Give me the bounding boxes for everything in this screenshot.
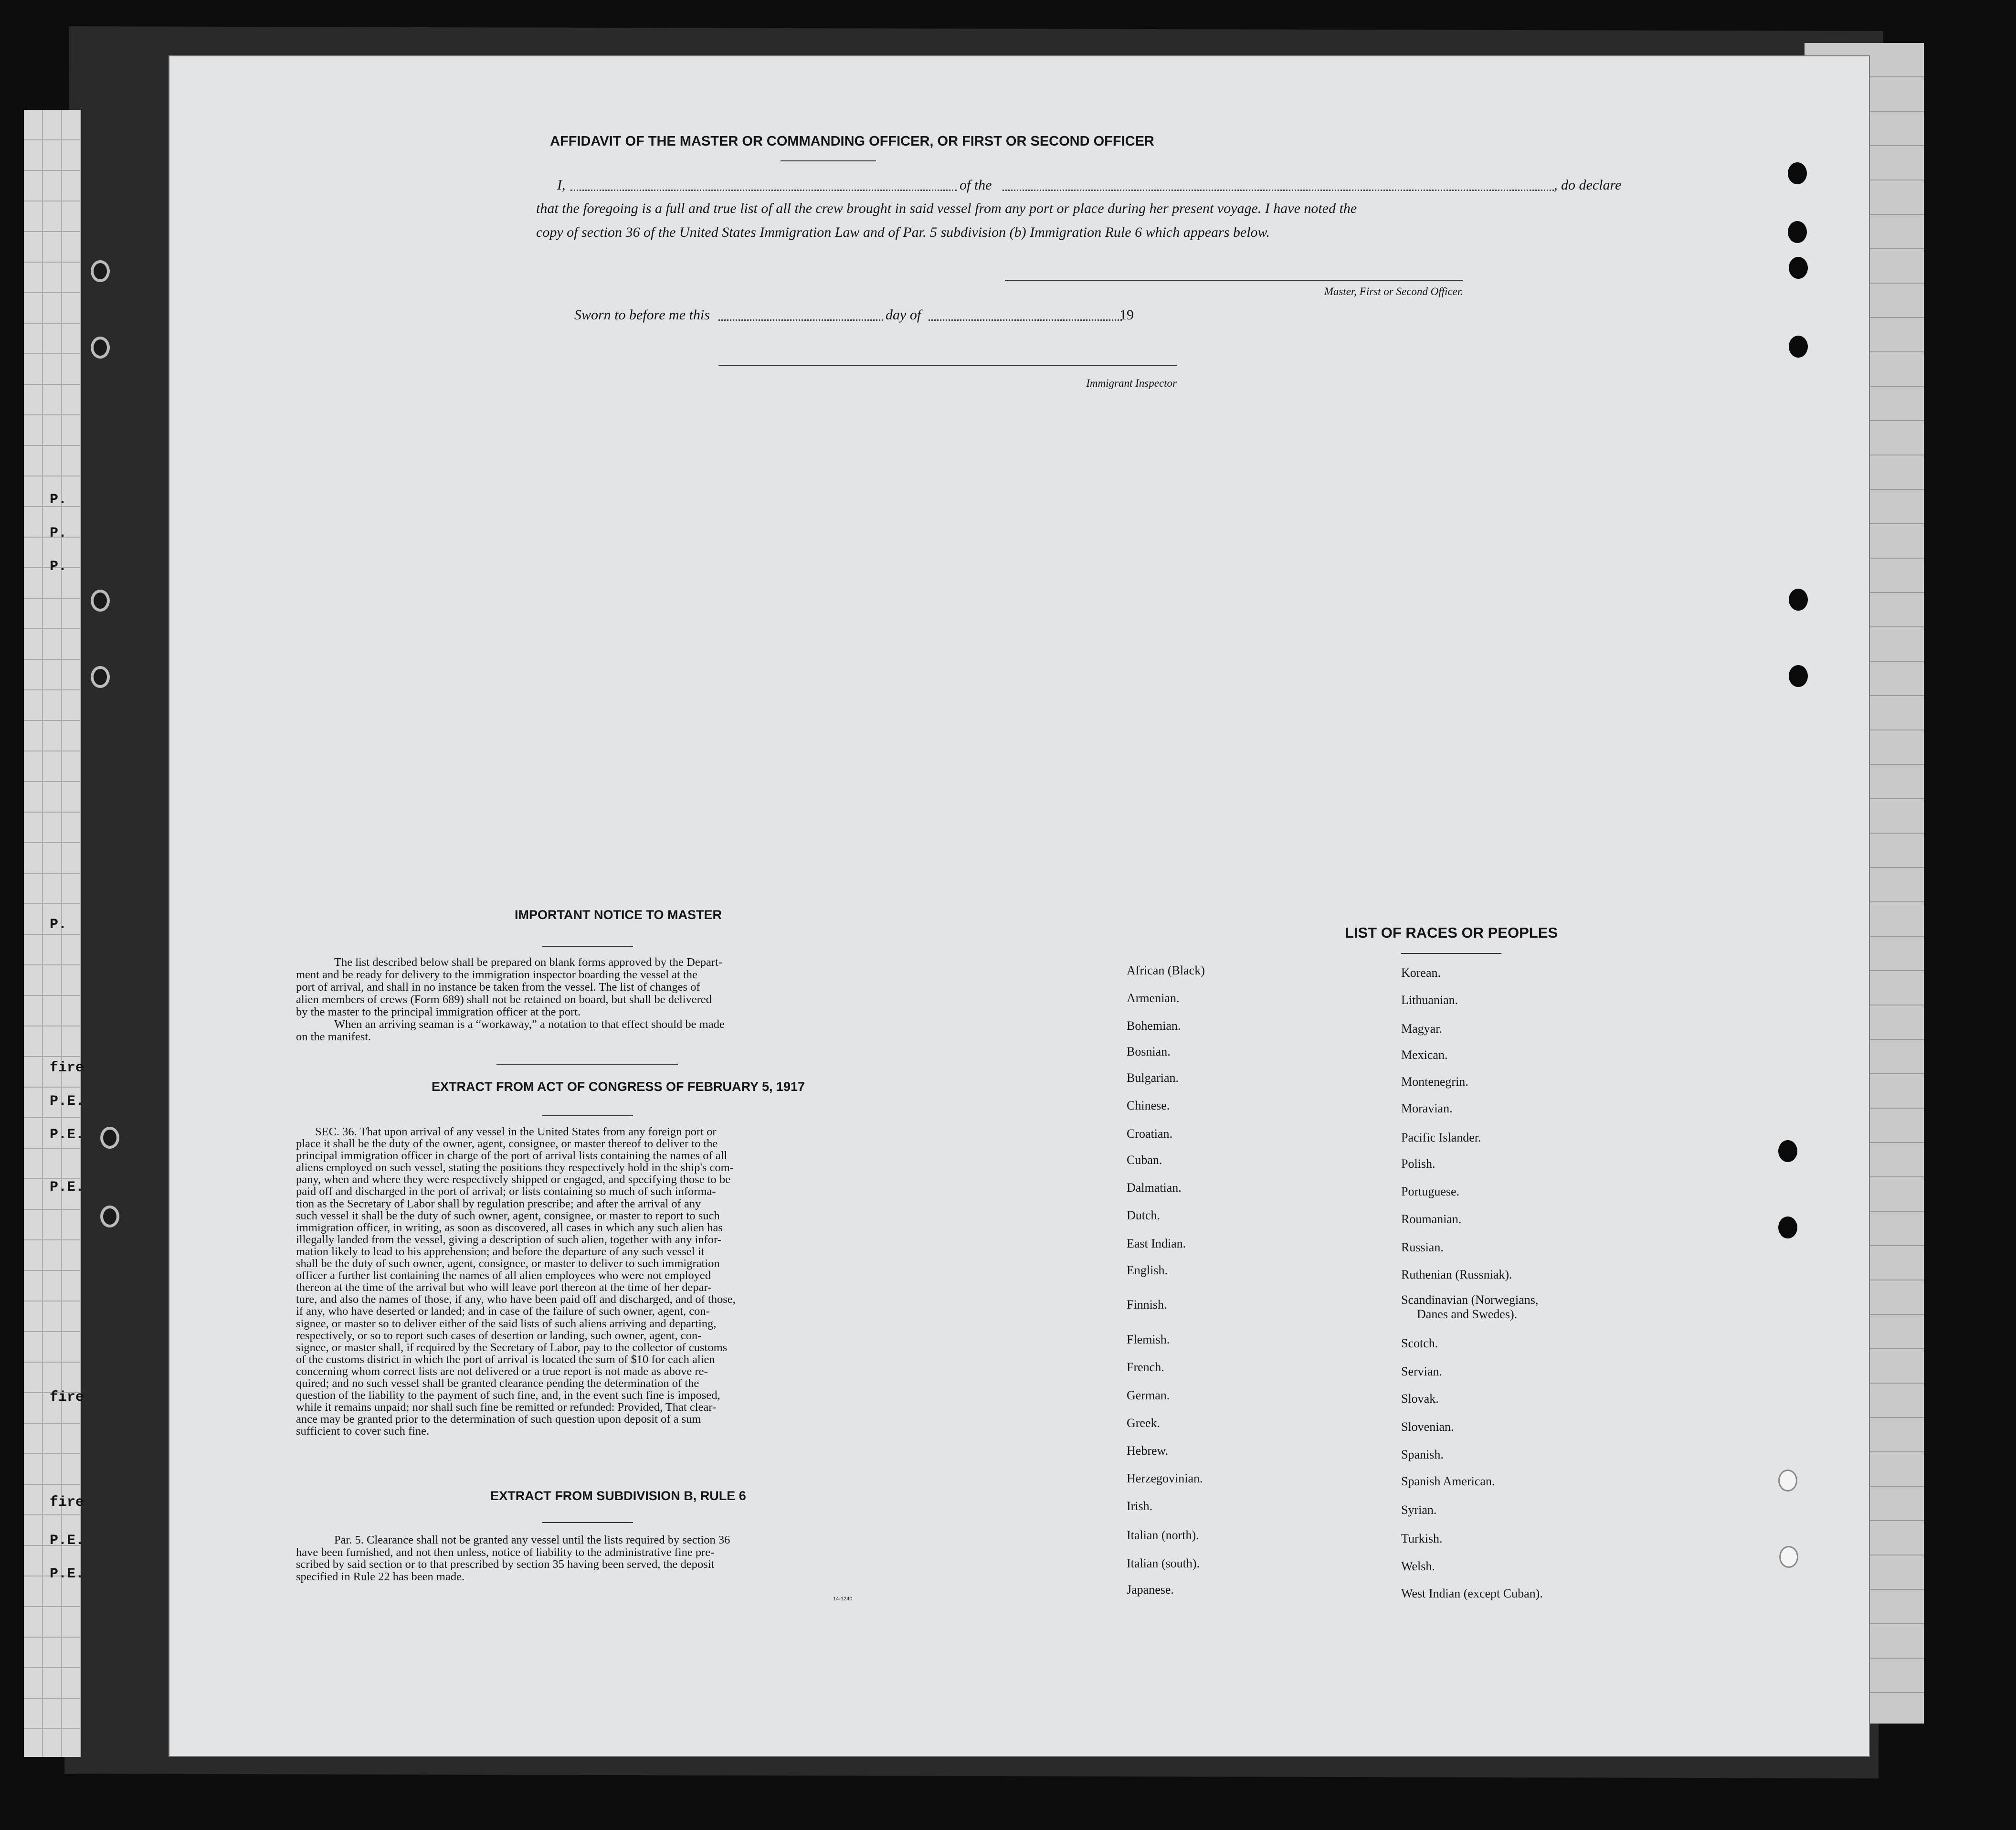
strip-label: fire xyxy=(50,1494,84,1511)
sworn-day-blank[interactable] xyxy=(718,319,883,321)
notice-body xyxy=(296,956,1036,1043)
punch-hole xyxy=(1789,665,1808,687)
rule-line: specified in Rule 22 has been made. xyxy=(296,1570,465,1583)
race-right-item: Spanish. xyxy=(1401,1448,1444,1461)
race-left-item: Irish. xyxy=(1127,1499,1153,1513)
notice-line: port of arrival, and shall in no instance be taken from the vessel. The list of changes of xyxy=(296,981,700,994)
extract-rule-body xyxy=(296,1534,1036,1583)
affidavit-declare-label: , do declare xyxy=(1554,177,1622,193)
race-left-item: Dalmatian. xyxy=(1127,1181,1182,1195)
act-line: illegally landed from the vessel, giving a description of such alien, together with any infor- xyxy=(296,1233,721,1246)
punch-hole xyxy=(1778,1140,1797,1162)
act-line: pany, when and where they were respectively shipped or engaged, and specifying those to be xyxy=(296,1173,731,1186)
act-line: ture, and also the names of those, if any, who have been paid off and discharged, and of those, xyxy=(296,1293,736,1306)
act-line: while it remains unpaid; nor shall such fine be remitted or refunded: Provided, That clear- xyxy=(296,1401,717,1414)
punch-hole xyxy=(1789,257,1808,279)
race-left-item: Dutch. xyxy=(1127,1208,1161,1222)
extract-rule-title: EXTRACT FROM SUBDIVISION B, RULE 6 xyxy=(490,1489,746,1503)
title-rule xyxy=(781,160,876,161)
notice-line: When an arriving seaman is a “workaway,” a notation to that effect should be made xyxy=(334,1018,725,1031)
race-left-item: French. xyxy=(1127,1360,1164,1374)
race-right-item: Slovak. xyxy=(1401,1392,1439,1406)
race-right-item: Danes and Swedes). xyxy=(1417,1307,1518,1321)
affidavit-line2: that the foregoing is a full and true list of all the crew brought in said vessel from any port or place during her present voyage. I have noted the xyxy=(536,201,1357,216)
race-left-item: Armenian. xyxy=(1127,991,1180,1005)
punch-hole xyxy=(1788,162,1807,184)
race-right-item: Magyar. xyxy=(1401,1022,1442,1036)
race-left-item: Croatian. xyxy=(1127,1127,1173,1141)
form-code: 14-1240 xyxy=(833,1596,853,1602)
affidavit-i-label: I, xyxy=(557,177,566,193)
day-of-label: day of xyxy=(886,307,921,323)
punch-hole xyxy=(100,1206,119,1227)
master-signature-caption: Master, First or Second Officer. xyxy=(1324,286,1463,297)
act-line: mation likely to lead to his apprehension; and before the departure of any such vessel it xyxy=(296,1245,705,1258)
race-right-item: Russian. xyxy=(1401,1240,1444,1254)
race-right-item: West Indian (except Cuban). xyxy=(1401,1587,1543,1600)
race-right-item: Spanish American. xyxy=(1401,1474,1495,1488)
race-right-item: Turkish. xyxy=(1401,1532,1443,1545)
act-line: sufficient to cover such fine. xyxy=(296,1425,430,1438)
punch-hole xyxy=(91,666,110,688)
race-right-item: Moravian. xyxy=(1401,1101,1453,1115)
punch-hole xyxy=(91,590,110,612)
race-left-item: Japanese. xyxy=(1127,1583,1174,1597)
punch-hole xyxy=(1778,1470,1797,1492)
punch-hole xyxy=(1778,1216,1797,1238)
race-left-item: Herzegovinian. xyxy=(1127,1471,1203,1485)
punch-hole xyxy=(1789,336,1808,358)
extract-rule-rule xyxy=(542,1522,633,1523)
act-line: concerning whom correct lists are not delivered or a true report is not made as above re- xyxy=(296,1365,708,1378)
race-left-item: Cuban. xyxy=(1127,1153,1162,1167)
race-right-item: Scotch. xyxy=(1401,1336,1438,1350)
race-left-item: Italian (north). xyxy=(1127,1528,1199,1542)
race-left-item: Greek. xyxy=(1127,1416,1161,1430)
race-left-item: Hebrew. xyxy=(1127,1444,1169,1458)
strip-label: P.E. xyxy=(50,1093,84,1110)
punch-hole xyxy=(91,260,110,282)
punch-hole xyxy=(100,1127,119,1149)
affidavit-title: AFFIDAVIT OF THE MASTER OR COMMANDING OFFICER, OR FIRST OR SECOND OFFICER xyxy=(550,134,1154,149)
race-left-item: English. xyxy=(1127,1263,1168,1277)
race-right-item: Polish. xyxy=(1401,1157,1435,1171)
strip-label: fire xyxy=(50,1389,84,1406)
act-line: respectively, or so to report such cases of desertion or landing, such owner, agent, con- xyxy=(296,1329,702,1342)
strip-label: P. xyxy=(50,492,67,508)
act-line: aliens employed on such vessel, stating the positions they respectively hold in the ship's com- xyxy=(296,1161,734,1174)
act-line: such vessel it shall be the duty of such owner, agent, consignee, or master to report to such xyxy=(296,1209,720,1222)
act-line: signee, or master so to deliver either of the said lists of such aliens arriving and departing, xyxy=(296,1317,717,1330)
act-line: officer a further list containing the names of all alien employees who were not employed xyxy=(296,1269,711,1282)
race-left-item: Bohemian. xyxy=(1127,1019,1181,1033)
act-line: thereon at the time of the arrival but who will leave port thereon at the time of her depar- xyxy=(296,1281,712,1294)
affidavit-of-the-label: of the xyxy=(960,177,992,193)
extract-act-body xyxy=(296,1126,1036,1437)
race-right-item: Ruthenian (Russniak). xyxy=(1401,1268,1512,1281)
act-line: ance may be granted prior to the determination of such question upon deposit of a sum xyxy=(296,1413,701,1426)
sworn-month-blank[interactable] xyxy=(929,319,1122,321)
race-left-item: German. xyxy=(1127,1388,1170,1402)
extract-act-rule xyxy=(542,1115,633,1116)
act-line: immigration officer, in writing, as soon as discovered, all cases in which any such alien has xyxy=(296,1221,723,1234)
race-right-item: Montenegrin. xyxy=(1401,1075,1468,1089)
races-rule xyxy=(1401,953,1501,954)
act-line: place it shall be the duty of the owner, agent, consignee, or master thereof to deliver to the xyxy=(296,1137,718,1151)
race-right-item: Servian. xyxy=(1401,1365,1442,1378)
race-left-item: African (Black) xyxy=(1127,963,1205,977)
extract-act-title: EXTRACT FROM ACT OF CONGRESS OF FEBRUARY 5, 1917 xyxy=(431,1079,805,1094)
race-right-item: Mexican. xyxy=(1401,1048,1448,1062)
race-left-item: Italian (south). xyxy=(1127,1556,1200,1570)
master-signature-line[interactable] xyxy=(1005,280,1463,281)
punch-hole xyxy=(1779,1546,1798,1568)
immigration-form-page xyxy=(169,56,1869,1756)
act-line: SEC. 36. That upon arrival of any vessel in the United States from any foreign port or xyxy=(315,1125,717,1138)
race-right-item: Welsh. xyxy=(1401,1559,1435,1573)
notice-line: The list described below shall be prepared on blank forms approved by the Depart- xyxy=(334,956,722,969)
race-right-item: Syrian. xyxy=(1401,1503,1437,1517)
rule-line: Par. 5. Clearance shall not be granted any vessel until the lists required by section 36 xyxy=(334,1534,730,1546)
name-blank[interactable] xyxy=(570,190,957,191)
notice-title: IMPORTANT NOTICE TO MASTER xyxy=(515,908,722,922)
notice-line: by the master to the principal immigration officer at the port. xyxy=(296,1005,581,1018)
punch-hole xyxy=(1789,589,1808,611)
rule-line: scribed by said section or to that prescribed by section 35 having been served, the deposit xyxy=(296,1558,715,1571)
inspector-caption: Immigrant Inspector xyxy=(1086,377,1177,389)
act-line: quired; and no such vessel shall be granted clearance pending the determination of the xyxy=(296,1376,699,1390)
strip-label: P. xyxy=(50,525,67,541)
act-line: tion as the Secretary of Labor shall by regulation prescribe; and after the arrival of any xyxy=(296,1197,701,1210)
punch-hole xyxy=(91,337,110,359)
race-right-item: Scandinavian (Norwegians, xyxy=(1401,1293,1539,1307)
punch-hole xyxy=(1788,221,1807,243)
strip-label: fire xyxy=(50,1060,84,1076)
act-line: signee, or master shall, if required by the Secretary of Labor, pay to the collector of customs xyxy=(296,1341,728,1354)
vessel-blank[interactable] xyxy=(1003,190,1554,191)
race-left-item: East Indian. xyxy=(1127,1237,1186,1250)
left-ledger-strip xyxy=(24,110,84,1757)
race-right-item: Korean. xyxy=(1401,966,1441,980)
section-rule xyxy=(496,1064,678,1065)
rule-line: have been furnished, and not then unless, notice of liability to the administrative fine pre- xyxy=(296,1545,715,1559)
strip-label: P.E. xyxy=(50,1533,84,1549)
strip-label: P.E. xyxy=(50,1179,84,1195)
race-left-item: Flemish. xyxy=(1127,1333,1170,1346)
act-line: paid off and discharged in the port of arrival; or lists containing so much of such informa- xyxy=(296,1185,716,1198)
strip-label: P.E. xyxy=(50,1127,84,1143)
act-line: if any, who have deserted or landed; and in case of the failure of such owner, agent, con- xyxy=(296,1305,710,1318)
race-right-item: Roumanian. xyxy=(1401,1212,1462,1226)
race-right-item: Pacific Islander. xyxy=(1401,1131,1481,1144)
year-label: 19 xyxy=(1119,307,1134,323)
inspector-signature-line[interactable] xyxy=(718,365,1177,366)
affidavit-line3: copy of section 36 of the United States Immigration Law and of Par. 5 subdivision (b) Immigration Rule 6 which appears below. xyxy=(536,224,1270,240)
act-line: question of the liability to the payment of such fine, and, in the event such fine is imposed, xyxy=(296,1389,720,1402)
act-line: shall be the duty of such owner, agent, consignee, or master to deliver to such immigration xyxy=(296,1257,720,1270)
strip-label: P. xyxy=(50,559,67,575)
races-title: LIST OF RACES OR PEOPLES xyxy=(1344,924,1558,941)
race-left-item: Finnish. xyxy=(1127,1298,1167,1312)
race-right-item: Lithuanian. xyxy=(1401,993,1458,1007)
notice-line: alien members of crews (Form 689) shall not be retained on board, but shall be delivered xyxy=(296,993,712,1006)
race-right-item: Slovenian. xyxy=(1401,1420,1454,1434)
race-left-item: Bulgarian. xyxy=(1127,1071,1179,1085)
act-line: principal immigration officer in charge of the port of arrival lists containing the names of all xyxy=(296,1149,728,1163)
notice-line: ment and be ready for delivery to the immigration inspector boarding the vessel at the xyxy=(296,968,697,981)
act-line: of the customs district in which the port of arrival is located the sum of $10 for each alien xyxy=(296,1353,715,1366)
notice-rule xyxy=(542,946,633,947)
sworn-label: Sworn to before me this xyxy=(574,307,710,323)
notice-line: on the manifest. xyxy=(296,1030,371,1043)
strip-label: P.E. xyxy=(50,1566,84,1582)
race-right-item: Portuguese. xyxy=(1401,1185,1460,1198)
race-left-item: Bosnian. xyxy=(1127,1045,1171,1058)
race-left-item: Chinese. xyxy=(1127,1099,1170,1112)
strip-label: P. xyxy=(50,917,67,933)
